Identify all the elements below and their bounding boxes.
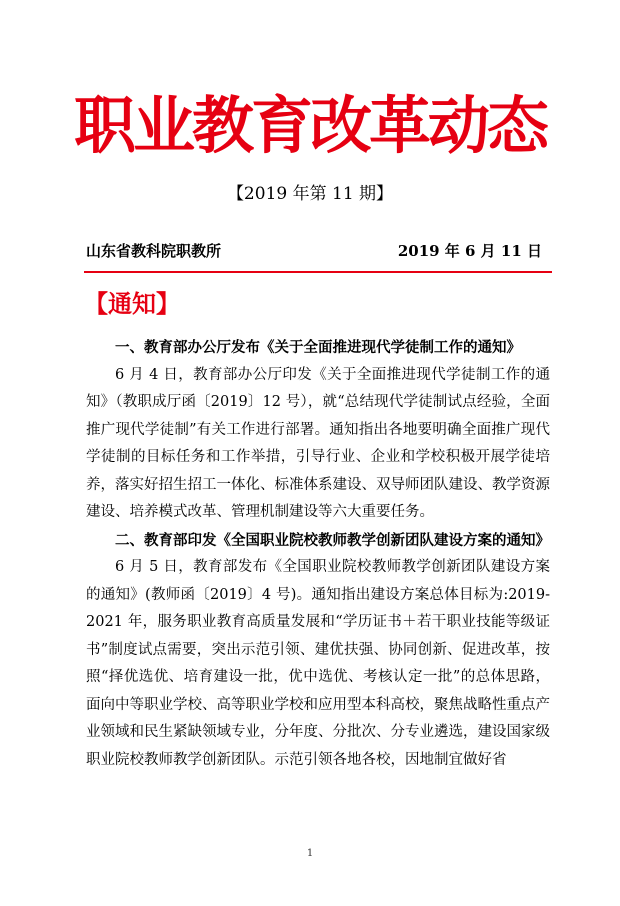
publisher: 山东省教科院职教所: [86, 242, 222, 260]
article-heading-1: 一、教育部办公厅发布《关于全面推进现代学徒制工作的通知》: [115, 339, 521, 356]
page-number: 1: [306, 848, 314, 859]
article-heading-2: 二、教育部印发《全国职业院校教师教学创新团队建设方案的通知》: [115, 531, 550, 549]
article-body: [86, 334, 550, 774]
article-paragraph-2: 6 月 5 日，教育部发布《全国职业院校教师教学创新团队建设方案的通知》(教师函〔2019〕4 号)。通知指出建设方案总体目标为:2019-2021 年，服务职业教育高质量发展和“学历证书＋若干职业技能等级证书”制度试点需要，突出示范引领、建优扶强、协同创新、促进改革，按照“择优选优、培育建设一批，优中选优、考核认定一批”的总体思路，面向中等职业学校、高等职业学校和应用型本科高校，聚焦战略性重点产业领域和民生紧缺领域专业，分年度、分批次、分专业遴选，建设国家级职业院校教师教学创新团队。示范引领各地各校，因地制宜做好省: [86, 559, 550, 768]
section-title: 【通知】: [84, 290, 180, 318]
issue-number: 【2019 年第 11 期】: [226, 184, 394, 204]
article-paragraph-1: 6 月 4 日，教育部办公厅印发《关于全面推进现代学徒制工作的通知》（教职成厅函〔2019〕12 号），就“总结现代学徒制试点经验，全面推广现代学徒制”有关工作进行部署。通知指出各地要明确全面推广现代学徒制的目标任务和工作举措，引导行业、企业和学校积极开展学徒培养，落实好招生招工一体化、标准体系建设、双导师团队建设、教学资源建设、培养模式改革、管理机制建设等六大重要任务。: [86, 366, 550, 520]
masthead-title: 职业教育改革动态: [73, 89, 546, 162]
publish-date: 2019 年 6 月 11 日: [397, 242, 542, 260]
header-divider: [84, 271, 552, 273]
